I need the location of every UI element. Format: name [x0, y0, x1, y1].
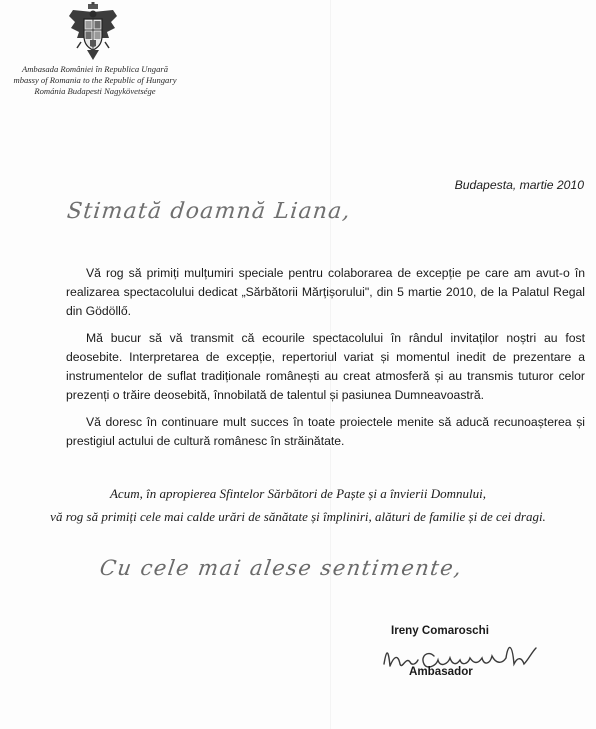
easter-greeting: [0, 482, 596, 528]
letter-body: [66, 264, 585, 459]
handwritten-closing: Cu cele mai alese sentimente,: [98, 556, 465, 580]
body-paragraph-1: Vă rog să primiți mulțumiri speciale pentru colaborarea de excepție pe care am avut-o în realizarea spectacolului dedicat „Sărbătorii Mărțișorului", din 5 martie 2010, de la Palatul Regal din Gödöllő.: [66, 266, 585, 318]
body-paragraph-2: Mă bucur să vă transmit că ecourile spectacolului în rândul invitaților noștri au fost deosebite. Interpretarea de excepție, repertoriul variat și momentul inedit de prezentare a instrumentelor de suflat tradiționale românești au creat atmosferă și au transmis tuturor celor prezenți o trăire deosebită, înnobilată de talentul și pasiunea Dumneavoastră.: [66, 331, 585, 402]
easter-greeting-line-1: Acum, în apropierea Sfintelor Sărbători de Paște și a învierii Domnului,: [109, 486, 486, 501]
letterhead-line-en: mbassy of Romania to the Republic of Hungary: [13, 75, 177, 85]
signer-title: Ambasador: [409, 665, 473, 678]
letterhead-line-ro: Ambasada României în Republica Ungară: [21, 64, 169, 74]
body-paragraph-3: Vă doresc în continuare mult succes în toate proiectele menite să aducă recunoașterea și prestigiul actului de cultură românesc în străinătate.: [66, 415, 585, 448]
letterhead-line-hu: Románia Budapesti Nagykövetsége: [34, 86, 156, 96]
signer-name: Ireny Comaroschi: [391, 624, 489, 637]
letter-date: Budapesta, martie 2010: [454, 178, 584, 192]
romanian-coat-of-arms-icon: [63, 2, 123, 62]
letterhead: [0, 64, 190, 97]
handwritten-salutation: Stimată doamnă Liana,: [65, 199, 353, 224]
easter-greeting-line-2: vă rog să primiți cele mai calde urări de sănătate și împliniri, alături de familie și de cei dragi.: [50, 509, 546, 524]
